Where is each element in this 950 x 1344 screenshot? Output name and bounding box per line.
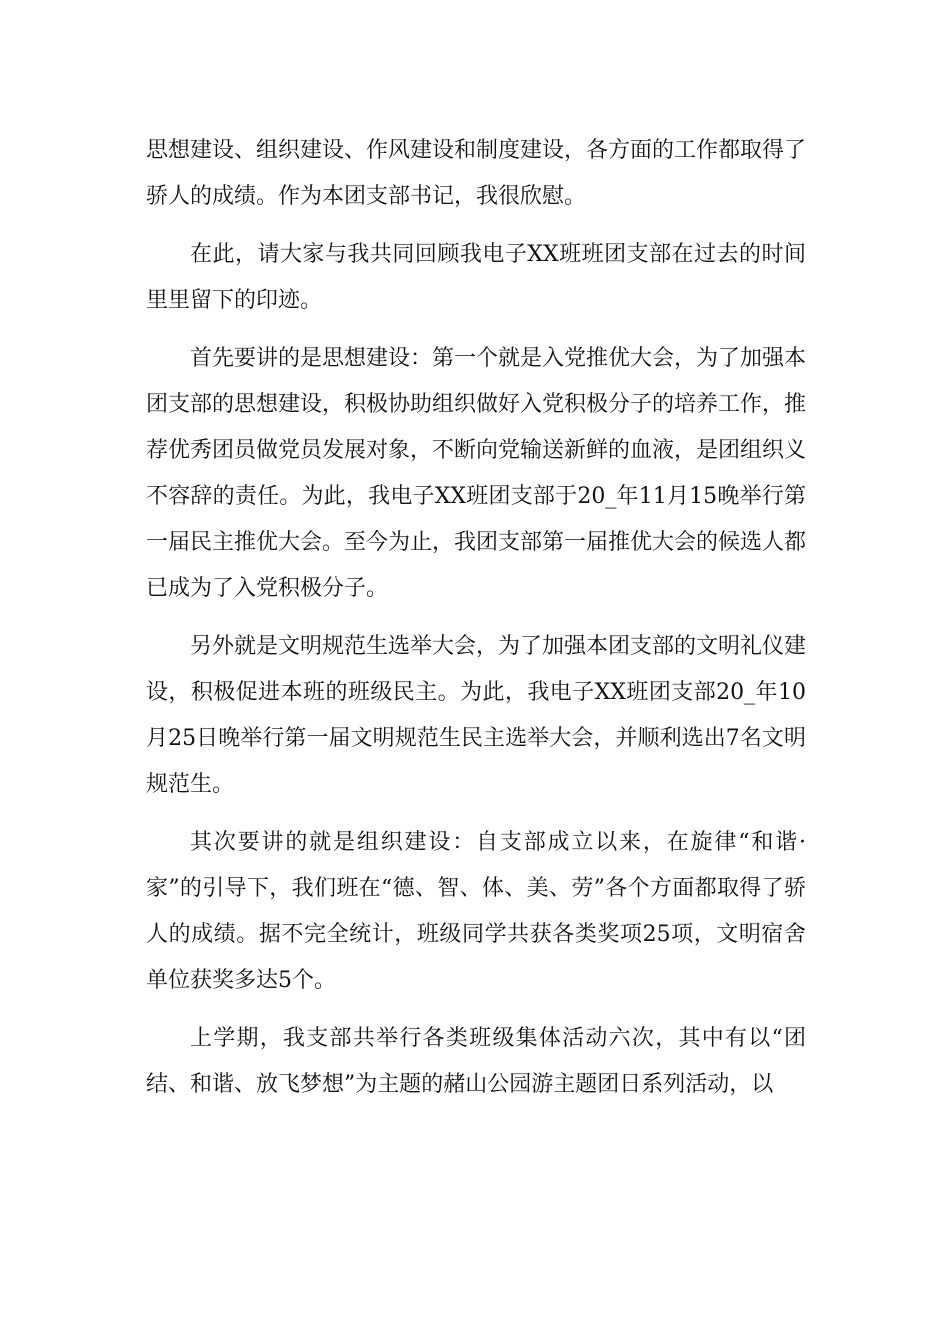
paragraph-1: 思想建设、组织建设、作风建设和制度建设，各方面的工作都取得了骄人的成绩。作为本团支部书记，我很欣慰。	[146, 138, 807, 209]
paragraph-5: 其次要讲的就是组织建设：自支部成立以来，在旋律“和谐·家”的引导下，我们班在“德、智、体、美、劳”各个方面都取得了骄人的成绩。据不完全统计，班级同学共获各类奖项25项，文明宿舍单位获奖多达5个。	[146, 830, 806, 993]
paragraph-4: 另外就是文明规范生选举大会，为了加强本团支部的文明礼仪建设，积极促进本班的班级民主。为此，我电子XX班团支部20_年10月25日晚举行第一届文明规范生民主选举大会，并顺利选出7名文明规范生。	[146, 634, 807, 797]
paragraph-3: 首先要讲的是思想建设：第一个就是入党推优大会，为了加强本团支部的思想建设，积极协助组织做好入党积极分子的培养工作，推荐优秀团员做党员发展对象，不断向党输送新鲜的血液，是团组织义不容辞的责任。为此，我电子XX班团支部于20_年11月15晚举行第一届民主推优大会。至今为止，我团支部第一届推优大会的候选人都已成为了入党积极分子。	[146, 346, 807, 601]
paragraph-2: 在此，请大家与我共同回顾我电子XX班班团支部在过去的时间里里留下的印迹。	[146, 242, 806, 313]
document-body	[146, 128, 806, 1120]
paragraph-6: 上学期，我支部共举行各类班级集体活动六次，其中有以“团结、和谐、放飞梦想”为主题的赭山公园游主题团日系列活动，以	[146, 1026, 806, 1097]
